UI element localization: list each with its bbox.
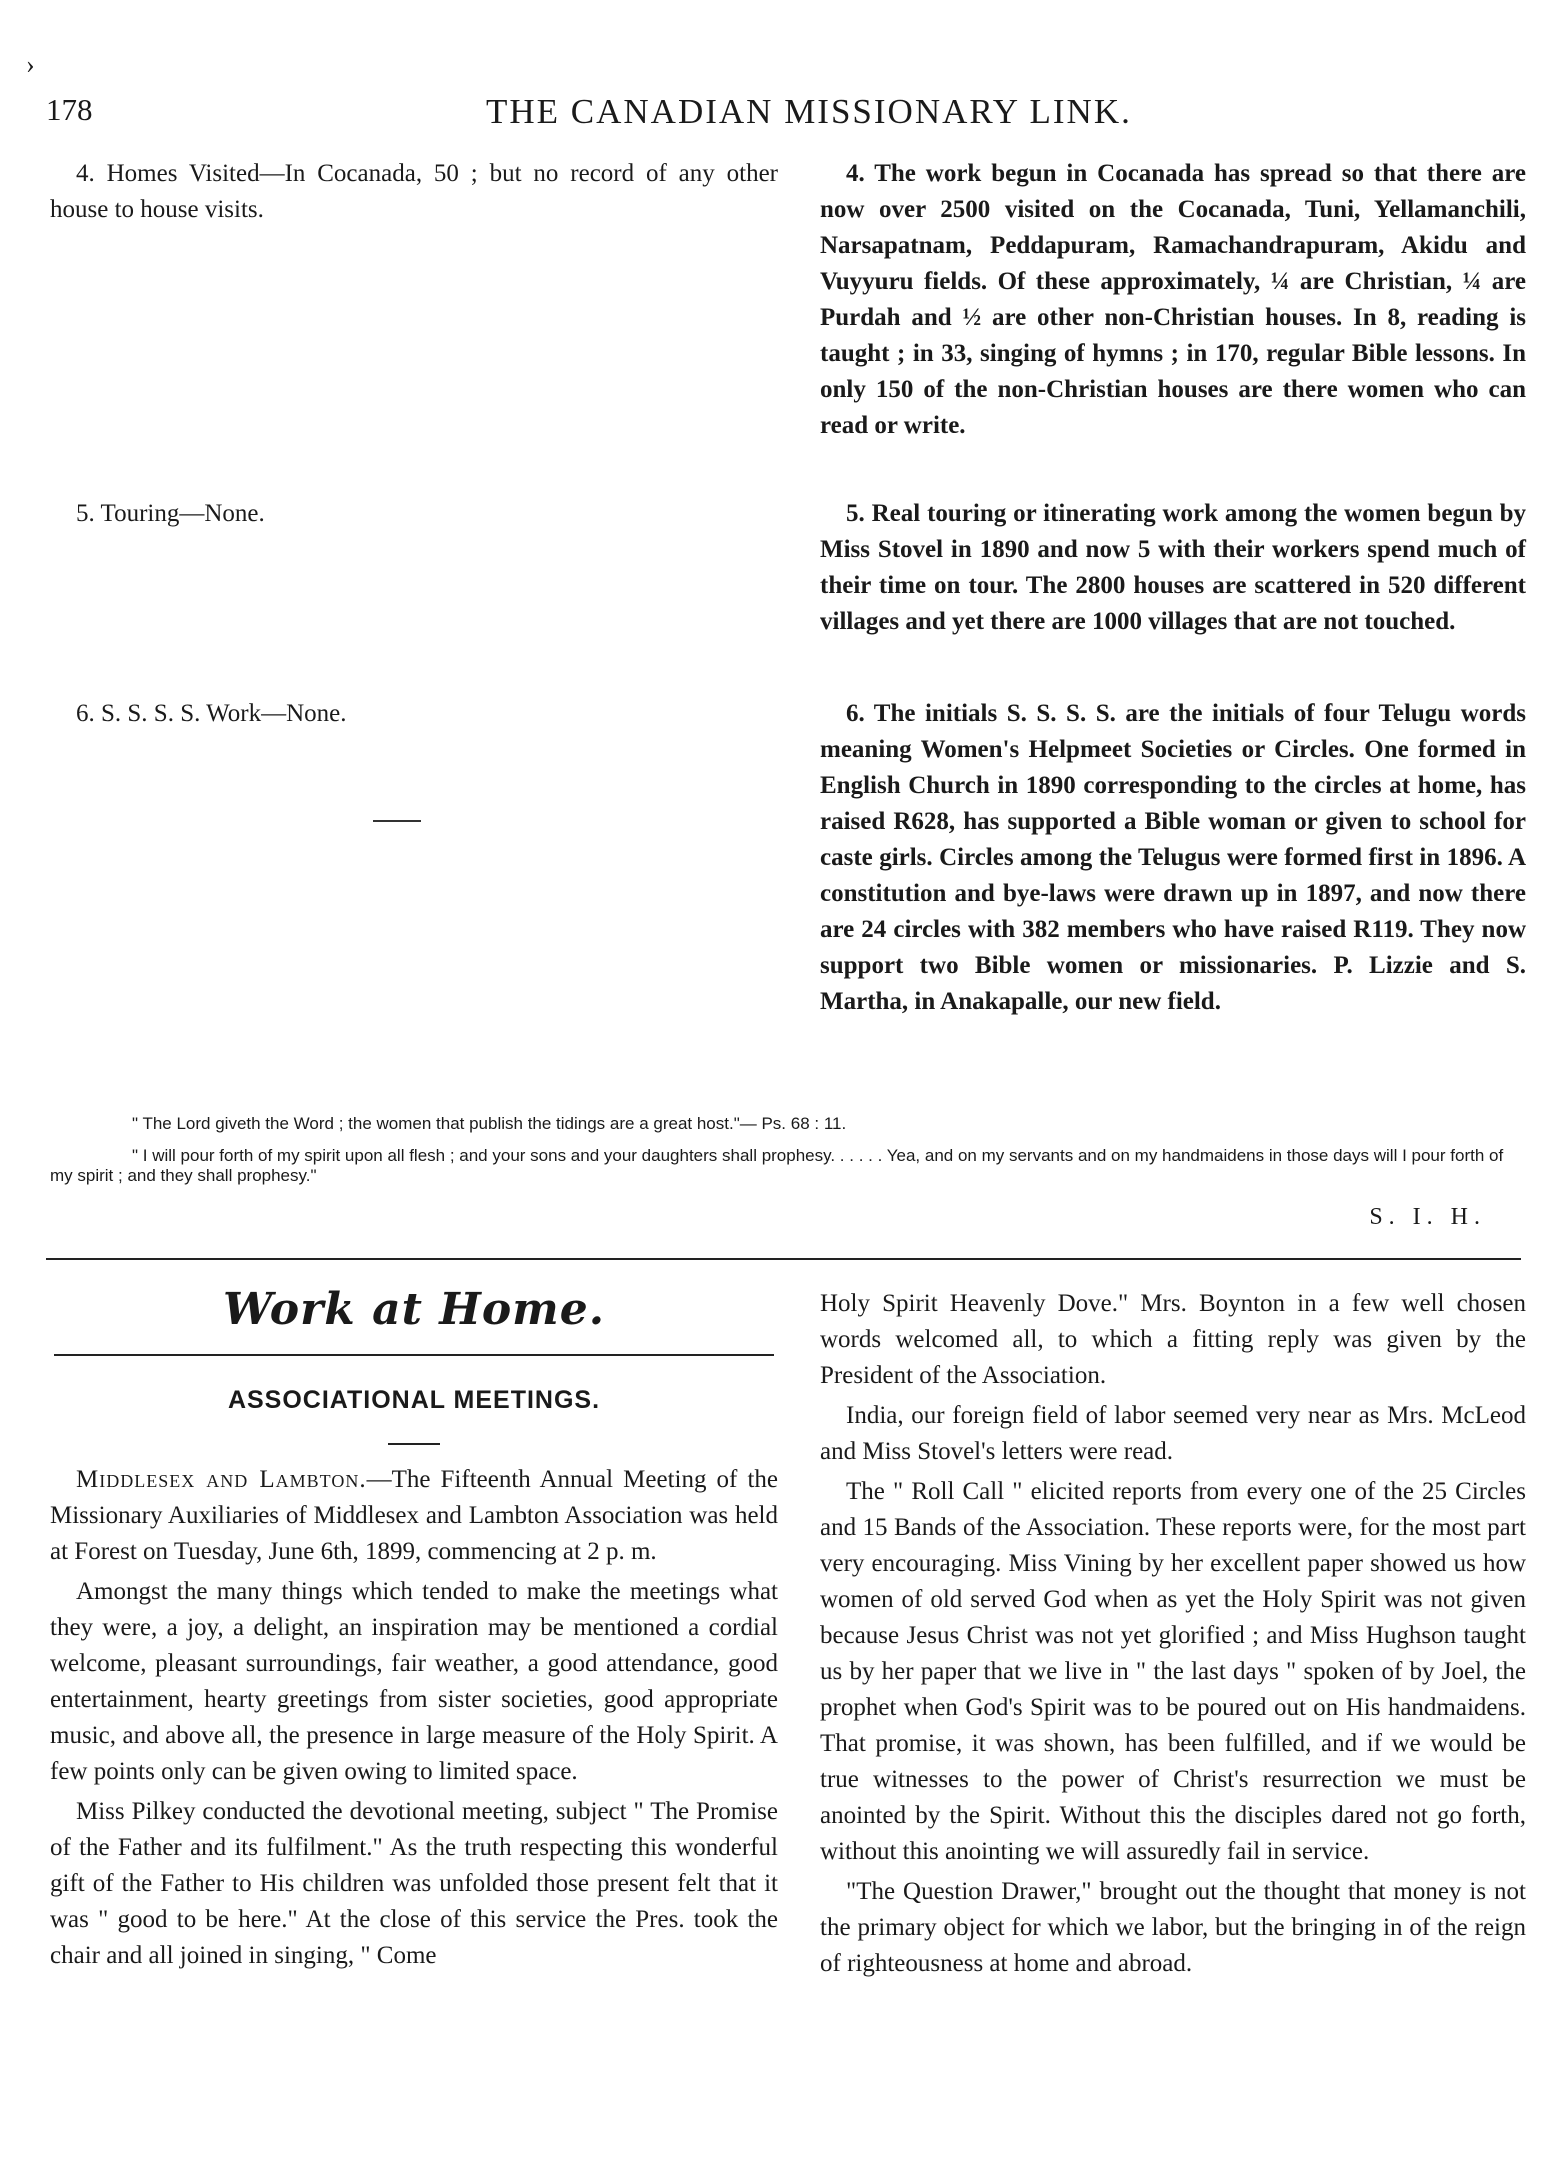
article-paragraph: Amongst the many things which tended to make the meetings what they were, a joy, a delight, an inspiration may be mentioned a cordial welcome, pleasant surroundings, fair weather, a good attendance, good entertainment, hearty greetings from sister societies, good appropriate music, and above all, the presence in large measure of the Holy Spirit. A few points only can be given owing to limited space. xyxy=(50,1578,778,1785)
article-lead-in: Middlesex and Lambton. xyxy=(76,1466,367,1493)
scripture-quote: " I will pour forth of my spirit upon all flesh ; and your sons and your daughters shall prophesy. . . . . . Yea, and on my servants and on my handmaidens in those days will I pour forth of my spirit ; and they shall prophesy." xyxy=(50,1146,1504,1185)
scripture-quote: " The Lord giveth the Word ; the women that publish the tidings are a great host."— Ps. 68 : 11. xyxy=(132,1114,847,1133)
touring-then: 5. Touring—None. xyxy=(76,500,265,527)
section-heading: Work at Home. xyxy=(222,1284,606,1335)
heading-rule xyxy=(54,1354,774,1356)
page-number: 178 xyxy=(46,92,93,127)
short-rule xyxy=(388,1443,440,1445)
article-paragraph: The " Roll Call " elicited reports from every one of the 25 Circles and 15 Bands of the Association. These reports were, for the most part very encouraging. Miss Vining by her excellent paper showed us how women of old served God when as yet the Holy Spirit was not given because Jesus Christ was not yet glorified ; and Miss Hughson taught us by her paper that we live in " the last days " spoken of by Joel, the prophet when God's Spirit was to be poured out on His handmaidens. That promise, it was shown, has been fulfilled, and if we would be true witnesses to the power of Christ's resurrection we must be anointed by the Spirit. Without this the disciples dared not go forth, without this anointing we will assuredly fail in service. xyxy=(820,1478,1526,1865)
article-paragraph: Miss Pilkey conducted the devotional meeting, subject " The Promise of the Father and its fulfilment." As the truth respecting this wonderful gift of the Father to His children was unfolded those present felt that it was " good to be here." At the close of this service the Pres. took the chair and all joined in singing, " Come xyxy=(50,1798,778,1969)
scripture-quotes xyxy=(50,1114,1526,1186)
section-heading-block xyxy=(50,1280,778,1445)
author-initials: S. I. H. xyxy=(1369,1204,1486,1230)
article-paragraph-text: —The Fifteenth Annual Meeting of the Missionary Auxiliaries of Middlesex and Lambton Association was held at Forest on Tuesday, June 6th, 1899, commencing at 2 p. m. xyxy=(50,1466,778,1565)
touring-now: 5. Real touring or itinerating work among the women begun by Miss Stovel in 1890 and now 5 with their workers spend much of their time on tour. The 2800 houses are scattered in 520 different villages and yet there are 1000 villages that are not touched. xyxy=(820,500,1526,635)
ssss-work-then: 6. S. S. S. S. Work—None. xyxy=(76,700,347,727)
decorative-dash xyxy=(373,820,421,822)
journal-title: THE CANADIAN MISSIONARY LINK. xyxy=(486,92,1132,131)
margin-mark: › xyxy=(26,50,35,79)
ssss-work-now: 6. The initials S. S. S. S. are the initials of four Telugu words meaning Women's Helpmeet Societies or Circles. One formed in English Church in 1890 corresponding to the circles at home, has raised R628, has supported a Bible woman or given to school for caste girls. Circles among the Telugus were formed first in 1896. A constitution and bye-laws were drawn up in 1897, and now there are 24 circles with 382 members who have raised R119. They now support two Bible women or missionaries. P. Lizzie and S. Martha, in Anakapalle, our new field. xyxy=(820,700,1526,1015)
section-divider xyxy=(46,1258,1521,1260)
homes-visited-then: 4. Homes Visited—In Cocanada, 50 ; but no record of any other house to house visits. xyxy=(50,160,778,223)
article-right-column xyxy=(820,1286,1526,1986)
article-paragraph: "The Question Drawer," brought out the thought that money is not the primary object for which we labor, but the bringing in of the reign of righteousness at home and abroad. xyxy=(820,1878,1526,1977)
article-paragraph: Holy Spirit Heavenly Dove." Mrs. Boynton in a few well chosen words welcomed all, to which a fitting reply was given by the President of the Association. xyxy=(820,1290,1526,1389)
running-head xyxy=(46,92,1516,142)
homes-visited-now: 4. The work begun in Cocanada has spread so that there are now over 2500 visited on the Cocanada, Tuni, Yellamanchili, Narsapatnam, Peddapuram, Ramachandrapuram, Akidu and Vuyyuru fields. Of these approximately, ¼ are Christian, ¼ are Purdah and ½ are other non-Christian houses. In 8, reading is taught ; in 33, singing of hymns ; in 170, regular Bible lessons. In only 150 of the non-Christian houses are there women who can read or write. xyxy=(820,160,1526,439)
sub-heading: ASSOCIATIONAL MEETINGS. xyxy=(227,1386,601,1414)
article-paragraph xyxy=(50,1462,778,1570)
article-left-column xyxy=(50,1462,778,1978)
article-paragraph: India, our foreign field of labor seemed very near as Mrs. McLeod and Miss Stovel's letters were read. xyxy=(820,1402,1526,1465)
